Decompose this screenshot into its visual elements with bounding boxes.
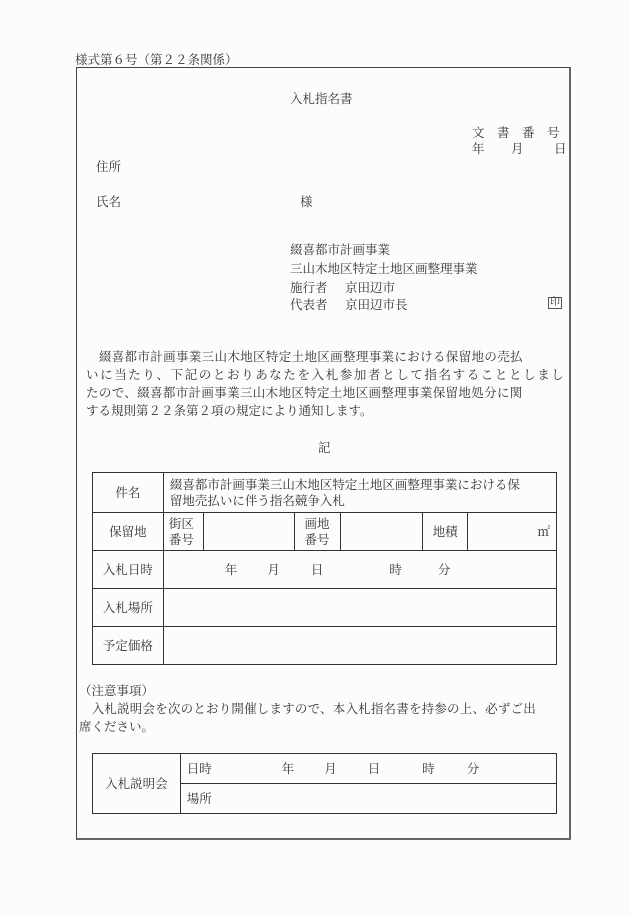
bid-day: 日 (310, 561, 324, 577)
briefing-month: 月 (324, 760, 337, 776)
executor-name: 京田辺市 (345, 280, 396, 295)
bid-place-field[interactable] (163, 589, 556, 627)
honorific: 様 (300, 194, 313, 209)
date-day-label: 日 (554, 141, 567, 156)
lot-no-label-1: 画地 (304, 515, 330, 531)
name-label: 氏名 (96, 194, 122, 209)
seal-mark: 印 (550, 297, 560, 308)
bid-datetime-label: 入札日時 (93, 551, 164, 589)
planned-price-label: 予定価格 (93, 627, 164, 665)
bid-month: 月 (267, 561, 280, 577)
bid-hour: 時 (389, 561, 402, 577)
bid-place-label: 入札場所 (93, 589, 164, 627)
briefing-datetime-field[interactable] (180, 754, 556, 784)
subject-label: 件名 (93, 473, 164, 513)
ki-heading: 記 (318, 440, 331, 455)
executor-label: 施行者 (290, 280, 328, 295)
table-row-subject (93, 473, 557, 513)
body-line-1: 綴喜都市計画事業三山木地区特定土地区画整理事業における保留地の売払 (86, 349, 523, 364)
address-label: 住所 (96, 159, 122, 174)
briefing-place-field[interactable] (180, 784, 556, 814)
lot-no-field[interactable] (341, 513, 423, 551)
table-row-datetime (93, 551, 557, 589)
briefing-hour: 時 (422, 760, 435, 776)
document-number-label: 文 書 番 号 (472, 125, 560, 140)
bid-details-table (92, 472, 557, 665)
block-no-label-1: 街区 (168, 515, 194, 531)
table-row-price (93, 627, 557, 665)
date-year-label: 年 (472, 141, 485, 156)
document-title: 入札指名書 (290, 91, 353, 106)
briefing-day: 日 (367, 760, 381, 776)
subject-line-2: 留地売払いに伴う指名競争入札 (169, 492, 345, 508)
block-no-label-2: 番号 (168, 531, 194, 547)
body-line-3: たので、綴喜都市計画事業三山木地区特定土地区画整理事業保留地処分に関 (86, 385, 523, 400)
briefing-year: 年 (281, 760, 295, 776)
bid-year: 年 (224, 561, 238, 577)
block-no-field[interactable] (203, 513, 294, 551)
briefing-row-datetime (93, 754, 557, 784)
date-month-label: 月 (511, 141, 524, 156)
subject-line-1: 綴喜都市計画事業三山木地区特定土地区画整理事業における保 (169, 476, 520, 492)
briefing-minute: 分 (466, 760, 480, 776)
notes-line-2: 席ください。 (79, 719, 155, 734)
representative-label: 代表者 (290, 297, 328, 312)
briefing-label: 入札説明会 (93, 754, 181, 814)
representative-name: 京田辺市長 (345, 297, 408, 312)
form-number: 様式第６号（第２２条関係） (75, 52, 238, 67)
lot-no-label-2: 番号 (304, 531, 330, 547)
briefing-table (92, 753, 557, 814)
notes-line-1: 入札説明会を次のとおり開催しますので、本入札指名書を持参の上、必ずご出 (79, 701, 536, 716)
area-field[interactable] (468, 513, 557, 551)
briefing-datetime-label: 日時 (186, 760, 212, 776)
area-unit: ㎡ (537, 523, 550, 539)
bid-minute: 分 (437, 561, 451, 577)
bid-datetime-field[interactable] (163, 551, 556, 589)
issuer-line-1: 綴喜都市計画事業 (290, 242, 391, 257)
area-label: 地積 (423, 513, 468, 551)
issuer-line-2: 三山木地区特定土地区画整理事業 (290, 261, 478, 276)
briefing-place-label: 場所 (186, 790, 212, 806)
table-row-reserved-land (93, 513, 557, 551)
body-line-4: する規則第２２条第２項の規定により通知します。 (86, 403, 373, 418)
table-row-place (93, 589, 557, 627)
reserved-land-label: 保留地 (93, 513, 164, 551)
notes-heading: （注意事項） (79, 683, 155, 698)
body-line-2: いに当たり、下記のとおりあなたを入札参加者として指名することとしまし (86, 367, 566, 382)
planned-price-field[interactable] (163, 627, 556, 665)
